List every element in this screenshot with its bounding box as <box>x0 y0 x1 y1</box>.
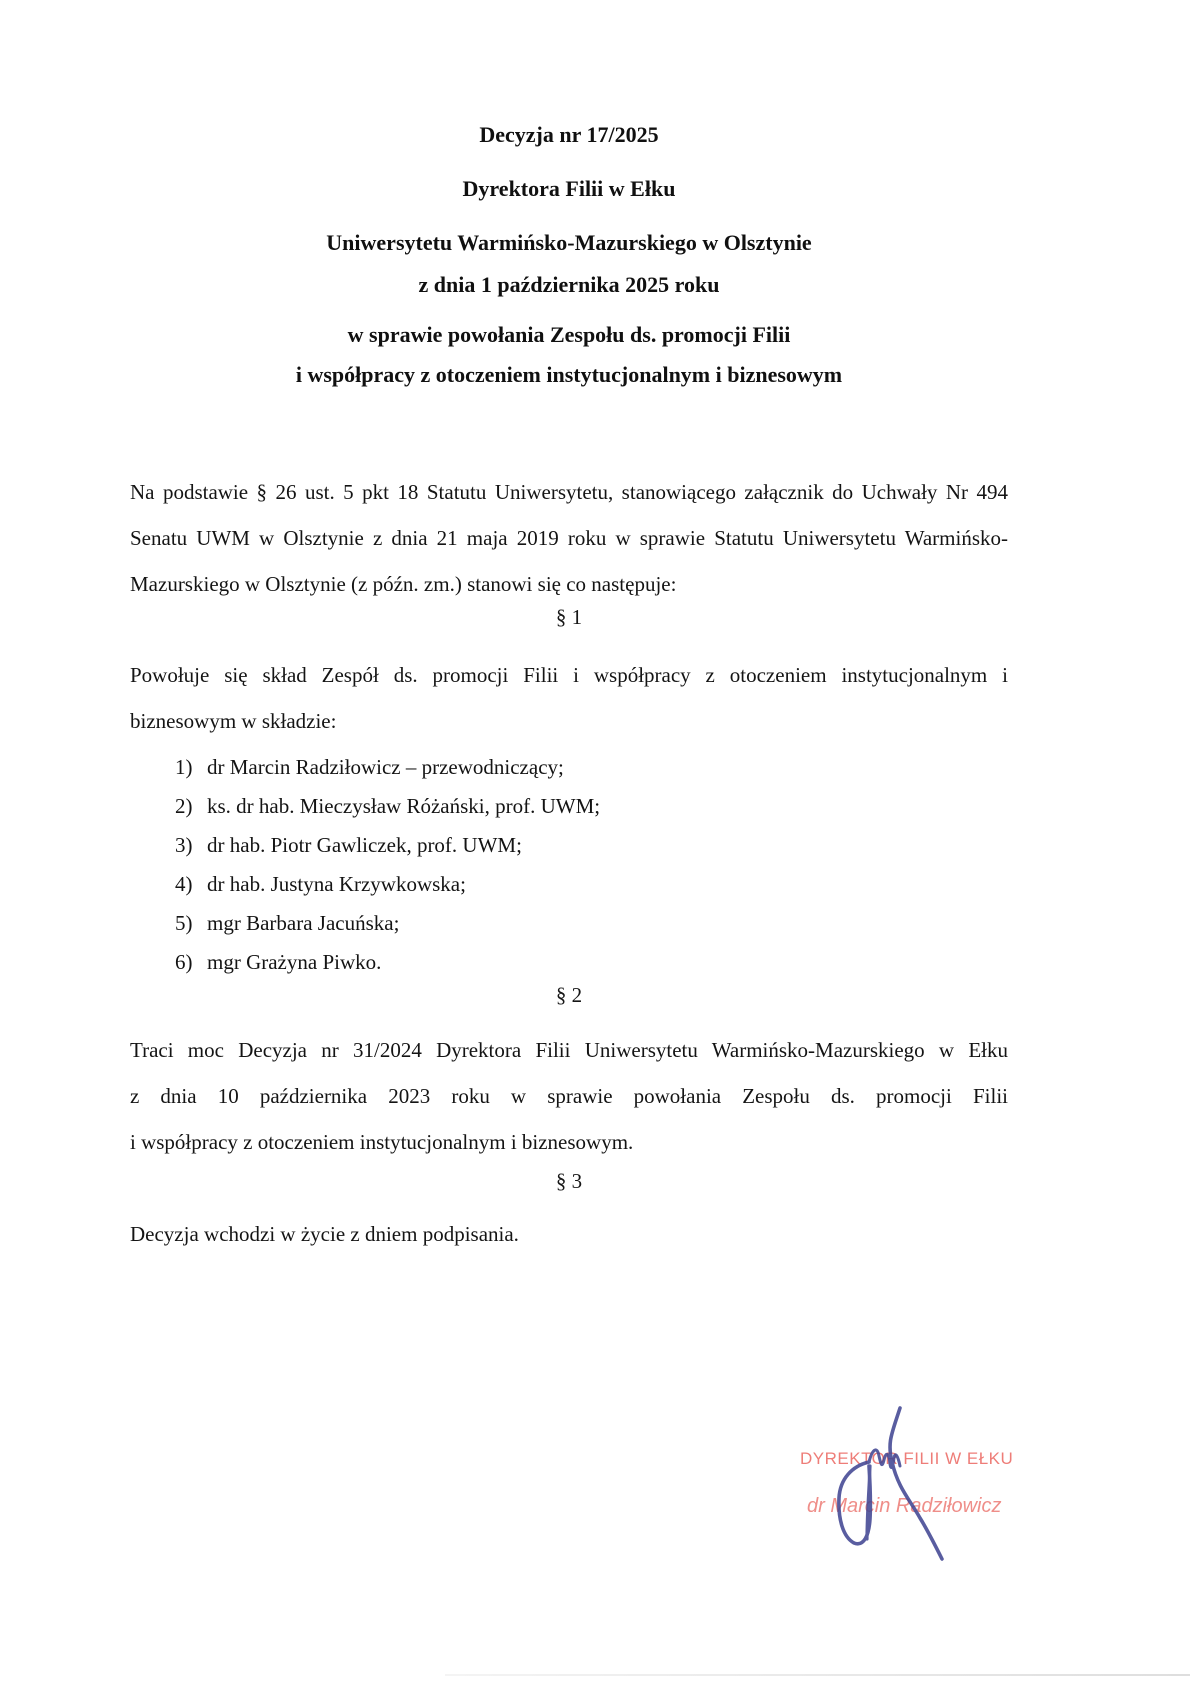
section-2-line: i współpracy z otoczeniem instytucjonalnym i biznesowym. <box>130 1130 634 1154</box>
section-2-line: z dnia 10 października 2023 roku w sprawie powołania Zespołu ds. promocji Filii <box>130 1084 1008 1108</box>
stamp-director-name: dr Marcin Radziłowicz <box>807 1495 1002 1517</box>
section-2-heading: § 2 <box>555 983 583 1007</box>
intro-line: Na podstawie § 26 ust. 5 pkt 18 Statutu Uniwersytetu, stanowiącego załącznik do Uchwały Nr 494 <box>130 480 1008 504</box>
section-1-heading: § 1 <box>555 605 583 629</box>
member-number: 1) <box>175 755 193 779</box>
member-list <box>130 748 1008 982</box>
section-1-line: Powołuje się skład Zespół ds. promocji Filii i współpracy z otoczeniem instytucjonalnym i <box>130 663 1008 687</box>
member-row <box>130 865 1008 904</box>
member-number: 6) <box>175 950 193 974</box>
member-row <box>130 943 1008 982</box>
signature-stroke-squiggle <box>869 1450 900 1468</box>
member-name: dr hab. Piotr Gawliczek, prof. UWM; <box>207 833 522 857</box>
section-2-line: Traci moc Decyzja nr 31/2024 Dyrektora Filii Uniwersytetu Warmińsko-Mazurskiego w Ełku <box>130 1038 1008 1062</box>
title-line-subject-2: i współpracy z otoczeniem instytucjonalnym i biznesowym <box>295 362 843 387</box>
member-number: 2) <box>175 794 193 818</box>
intro-paragraph <box>130 469 1008 607</box>
intro-line: Mazurskiego w Olsztynie (z późn. zm.) stanowi się co następuje: <box>130 572 677 596</box>
section-2-paragraph <box>130 1027 1008 1165</box>
member-row <box>130 904 1008 943</box>
title-line-issuer: Dyrektora Filii w Ełku <box>462 176 676 201</box>
member-name: mgr Grażyna Piwko. <box>207 950 382 974</box>
section-3-line: Decyzja wchodzi w życie z dniem podpisania. <box>130 1222 519 1246</box>
member-number: 4) <box>175 872 193 896</box>
document-title-block <box>130 120 1008 390</box>
section-1-paragraph <box>130 652 1008 744</box>
section-3-heading: § 3 <box>555 1169 583 1193</box>
section-1-line: biznesowym w składzie: <box>130 709 337 733</box>
member-row <box>130 748 1008 787</box>
stamp-director-title: DYREKTOR FILII W EŁKU <box>800 1449 1014 1468</box>
intro-line: Senatu UWM w Olsztynie z dnia 21 maja 2019 roku w sprawie Statutu Uniwersytetu Warmińsko- <box>130 526 1008 550</box>
member-row <box>130 826 1008 865</box>
member-number: 5) <box>175 911 193 935</box>
member-name: dr hab. Justyna Krzywkowska; <box>207 872 466 896</box>
title-line-university: Uniwersytetu Warmińsko-Mazurskiego w Olsztynie <box>326 230 812 255</box>
handwritten-signature-icon <box>830 1398 955 1568</box>
title-line-date: z dnia 1 października 2025 roku <box>418 272 720 297</box>
title-line-decision-number: Decyzja nr 17/2025 <box>479 122 659 147</box>
member-name: dr Marcin Radziłowicz – przewodniczący; <box>207 755 564 779</box>
member-number: 3) <box>175 833 193 857</box>
member-name: ks. dr hab. Mieczysław Różański, prof. UWM; <box>207 794 601 818</box>
scan-artifact-line <box>445 1674 1190 1676</box>
signature-stroke-diagonal <box>890 1408 942 1559</box>
member-row <box>130 787 1008 826</box>
title-line-subject-1: w sprawie powołania Zespołu ds. promocji Filii <box>347 322 791 347</box>
member-name: mgr Barbara Jacuńska; <box>207 911 400 935</box>
section-3-paragraph <box>130 1211 1008 1257</box>
